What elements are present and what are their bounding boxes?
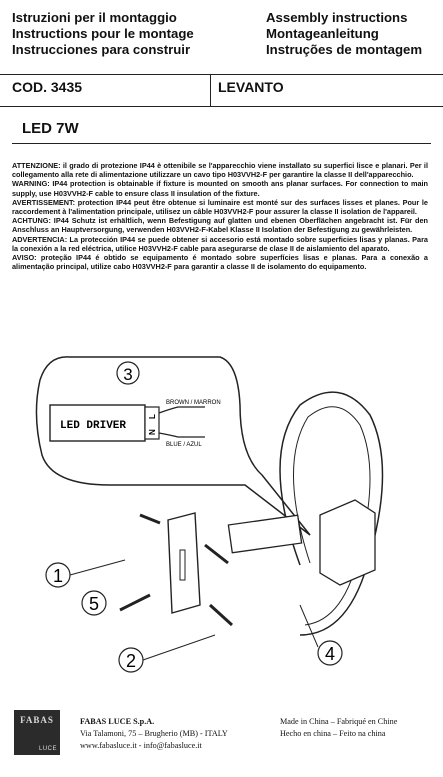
header-divider-top <box>0 74 443 75</box>
lamp-junction-box <box>320 500 375 585</box>
title-fr: Instructions pour le montage <box>12 26 194 41</box>
company-address: Via Talamoni, 75 – Brugherio (MB) - ITALY <box>80 729 228 738</box>
note-de: ACHTUNG: IP44 Schutz ist erhältlich, wenn Befestigung auf glatten und ebenen Oberflächen angebracht ist. Für den Anschluss an Hauptversorgung, verwenden H03VVH2-F-Kabel Klasse II Isolation der Befestigung zu gewährleisten. <box>12 216 428 235</box>
company-logo <box>14 710 60 755</box>
step-1-leader <box>70 560 125 575</box>
footer <box>0 700 443 777</box>
step-4-leader <box>300 605 318 647</box>
step-1-label: 1 <box>52 566 64 586</box>
step-2-leader <box>143 635 215 660</box>
note-es: ADVERTENCIA: La protección IP44 se puede obtener si accesorio está montado sobre superficies lisas y planas. Para la conexión a la red eléctrica, utilice H03VVH2-F cable para asegurarse de clase II de aislamiento del aparato. <box>12 234 428 253</box>
title-en: Assembly instructions <box>266 10 408 25</box>
header-divider-bottom <box>0 106 443 107</box>
header-right-titles <box>266 10 422 58</box>
wire-brown-label: BROWN / MARRON <box>166 400 221 406</box>
terminal-n: N <box>148 429 157 435</box>
screw-right <box>210 605 232 625</box>
step-2-label: 2 <box>125 651 137 671</box>
logo-text: FABAS <box>20 715 54 725</box>
model-name: LEVANTO <box>218 79 284 95</box>
product-divider <box>12 143 431 144</box>
wire-blue-label: BLUE / AZUL <box>166 442 202 448</box>
header-left-titles <box>12 10 194 58</box>
led-driver-label: LED DRIVER <box>60 420 127 432</box>
note-fr: AVERTISSEMENT: protection IP44 peut être obtenue si luminaire est monté sur des surfaces lisses et planes. Pour le raccordement à l'alimentation principale, utilisez un câble H03VVH2-F pour assurer la classe II isolation de l'appareil. <box>12 197 428 217</box>
plate-slot <box>180 550 185 580</box>
note-pt: AVISO: proteção IP44 é obtido se equipamento é montado sobre superfícies lisas e planas. Para a conexão a alimentação principal, utilize cabo H03VVH2-F para garantir a classe II de isolamento do equipamento. <box>12 253 428 272</box>
title-es: Instrucciones para construir <box>12 42 191 57</box>
screw-mid-right <box>205 545 228 563</box>
company-info <box>80 716 228 752</box>
step-5-label: 5 <box>88 594 100 614</box>
warning-notes <box>12 161 428 271</box>
note-it: ATTENZIONE: il grado di protezione IP44 è ottenibile se l'apparecchio viene installato su superfici lisce e planari. Per il collegamento alla rete di alimentazione utilizzare un cavo tipo H03VVH2-F per garantire la classe II dell'apparecchio. <box>12 161 428 180</box>
title-it: Istruzioni per il montaggio <box>12 10 177 25</box>
title-pt: Instruções de montagem <box>266 42 423 57</box>
product-code: COD. 3435 <box>12 79 83 95</box>
company-name: FABAS LUCE S.p.A. <box>80 717 155 726</box>
note-en: WARNING: IP44 protection is obtainable if fixture is mounted on smooth ans planar surfaces. For connection to main supply, use H03VVH2-F cable to ensure class II insulation of the fixture. <box>12 179 428 198</box>
made-in-1: Made in China – Fabriqué en Chine <box>280 717 398 726</box>
header <box>0 0 443 118</box>
terminal-l: L <box>148 414 157 419</box>
logo-sub: LUCE <box>38 746 57 752</box>
product-power: LED 7W <box>22 120 79 137</box>
title-de: Montageanleitung <box>266 26 379 41</box>
step-3-label: 3 <box>123 365 133 384</box>
step-4-label: 4 <box>324 644 336 664</box>
assembly-diagram <box>0 335 443 695</box>
made-in-2: Hecho en china – Feito na china <box>280 729 386 738</box>
driver-unit <box>228 515 301 552</box>
header-divider-vertical <box>210 74 211 106</box>
origin-info <box>280 716 397 740</box>
company-web: www.fabasluce.it - info@fabasluce.it <box>80 741 202 750</box>
screw-top <box>140 515 160 523</box>
screw-bottom <box>120 595 150 610</box>
